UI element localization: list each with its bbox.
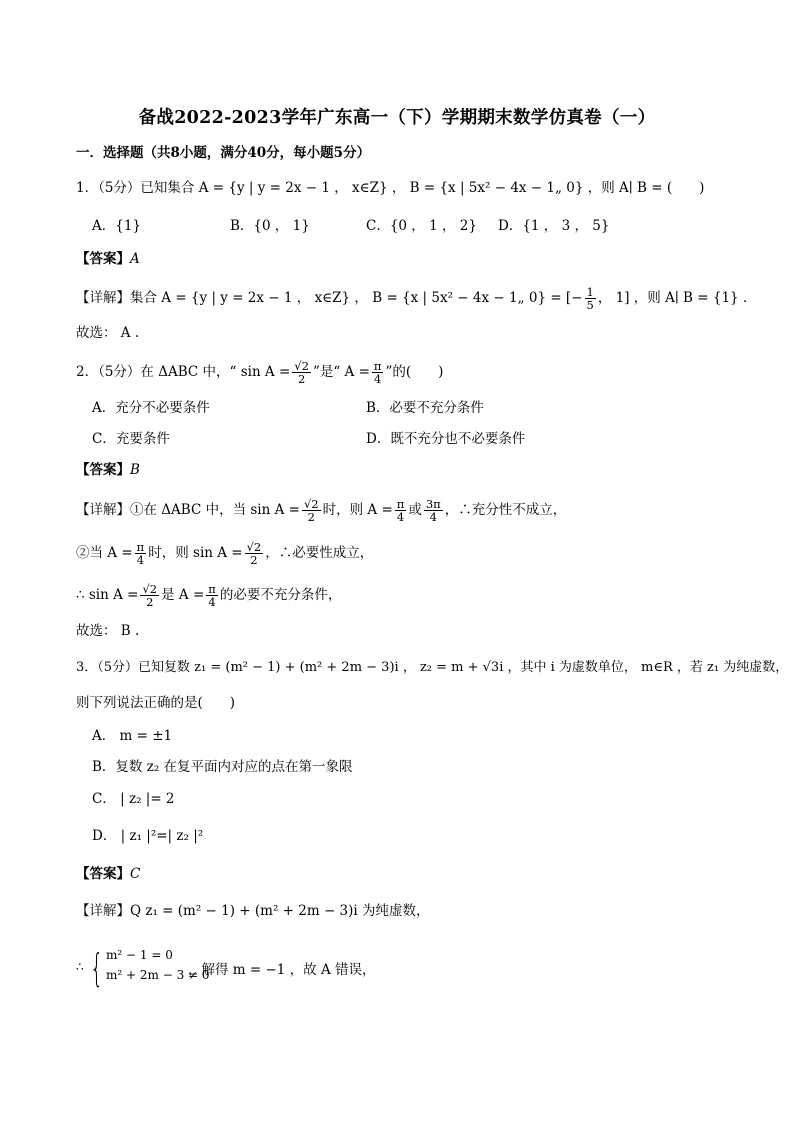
answer-label: 【答案】 xyxy=(76,462,130,478)
q3-detail-1: 【详解】Q z₁ = (m² − 1) + (m² + 2m − 3)i 为纯虚数， xyxy=(76,903,430,919)
q1-option-c: C．{0 ， 1 ， 2} xyxy=(366,218,477,234)
q1-detail xyxy=(76,286,747,311)
q1-stem: 1．（5分）已知集合 A = {y | y = 2x − 1 ， x∈Z} ， B = {x | 5x² − 4x − 1„ 0} ，则 A∣ B = ( ) xyxy=(76,180,705,196)
fraction: $\frac{3\pi}{4}$ xyxy=(425,497,441,524)
q2-choose: 故选： B . xyxy=(76,623,140,639)
left-brace-icon: { xyxy=(90,946,104,990)
q1-option-d: D．{1 ， 3 ， 5} xyxy=(498,218,610,234)
q3-option-b: B．复数 z₂ 在复平面内对应的点在第一象限 xyxy=(92,759,353,775)
fraction: $\frac{\pi}{4}$ xyxy=(396,497,405,524)
q3-answer xyxy=(76,864,140,884)
fraction: $\frac{1}{5}$ xyxy=(586,285,594,312)
answer-value: B xyxy=(130,462,140,478)
q2-option-b: B．必要不充分条件 xyxy=(366,400,484,416)
q1-choose: 故选： A . xyxy=(76,325,140,341)
q2-answer xyxy=(76,460,140,480)
q3-stem-line2: 则下列说法正确的是( ) xyxy=(76,695,236,711)
q2-detail-1: 【详解】①在 ΔABC 中，当 sin A = $\frac{√2}{2}$ 时，则 A = $\frac{\pi}{4}$ 或 $\frac{3\pi}{4}$ ，∴充分性不成立， xyxy=(76,497,567,524)
fraction: $\frac{√2}{2}$ xyxy=(294,359,309,386)
q2-option-d: D．既不充分也不必要条件 xyxy=(366,431,526,447)
q1-answer xyxy=(76,249,140,269)
system-line-1: m² − 1 = 0 xyxy=(106,948,173,962)
fraction: $\frac{√2}{2}$ xyxy=(303,497,319,524)
fraction: $\frac{\pi}{4}$ xyxy=(136,540,145,567)
q1-option-b: B．{0 ， 1} xyxy=(230,218,310,234)
q2-stem: 2．（5分）在 ΔABC 中，“ sin A = $\frac{√2}{2}$ ”是“ A = $\frac{\pi}{4}$ ”的( ) xyxy=(76,359,444,386)
q2-option-a: A．充分不必要条件 xyxy=(92,400,210,416)
fraction: $\frac{√2}{2}$ xyxy=(142,582,158,609)
q3-stem-line1: 3．（5分）已知复数 z₁ = (m² − 1) + (m² + 2m − 3)i ， z₂ = m + √3i ，其中 i 为虚数单位， m∈R ，若 z₁ 为纯虚数， xyxy=(76,660,789,675)
q2-option-c: C．充要条件 xyxy=(92,431,170,447)
q1-option-a: A．{1} xyxy=(92,218,142,234)
q1-detail-tail: ， 1] ，则 A∣ B = {1} . xyxy=(597,290,748,306)
therefore-symbol: ∴ xyxy=(76,960,84,974)
answer-label: 【答案】 xyxy=(76,866,130,882)
q3-option-a: A． m = ±1 xyxy=(92,728,173,744)
answer-label: 【答案】 xyxy=(76,251,130,267)
page-title: 备战2022-2023学年广东高一（下）学期期末数学仿真卷（一） xyxy=(138,108,656,128)
q2-detail-2: ②当 A = $\frac{\pi}{4}$ 时，则 sin A = $\frac{√2}{2}$ ，∴必要性成立， xyxy=(76,540,374,567)
system-line-2: m² + 2m − 3 ≠ 0 xyxy=(106,968,210,982)
fraction: $\frac{\pi}{4}$ xyxy=(373,359,382,386)
q3-option-d: D． | z₁ |²=| z₂ |² xyxy=(92,828,204,844)
system-conclusion: ，解得 m = −1 ，故 A 错误， xyxy=(188,962,376,978)
answer-value: C xyxy=(130,866,141,882)
q3-option-c: C． | z₂ |= 2 xyxy=(92,791,175,807)
q1-detail-text: 【详解】集合 A = {y | y = 2x − 1 ， x∈Z} ， B = {x | 5x² − 4x − 1„ 0} = [− xyxy=(76,290,583,306)
section-heading: 一．选择题（共8小题，满分40分，每小题5分） xyxy=(76,145,371,161)
answer-value: A xyxy=(130,251,140,267)
fraction: $\frac{\pi}{4}$ xyxy=(208,582,216,609)
fraction: $\frac{√2}{2}$ xyxy=(246,540,262,567)
q2-detail-3: ∴ sin A = $\frac{√2}{2}$ 是 A = $\frac{\pi}{4}$ 的必要不充分条件， xyxy=(76,582,342,609)
